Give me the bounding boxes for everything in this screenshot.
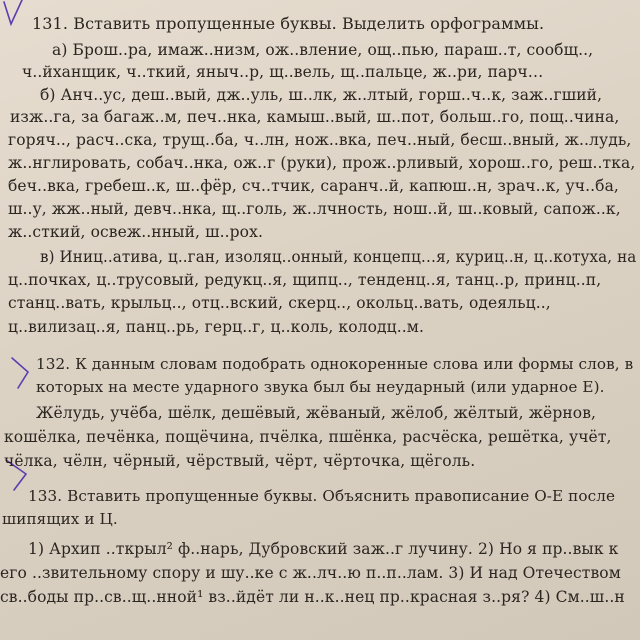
exercise-131-line: ж..сткий, освеж..нный, ш..рох.	[8, 223, 263, 241]
exercise-133-line: шипящих и Ц.	[2, 510, 118, 528]
exercise-132-heading: 132. К данным словам подобрать однокоренные слова или формы слов, в	[36, 355, 634, 373]
exercise-133-line: св..боды пр..св..щ..нной¹ вз..йдёт ли н..к..нец пр..красная з..ря? 4) См..ш..н	[0, 588, 625, 606]
exercise-131-line: ж..нглировать, собач..нка, ож..г (руки), прож..рливый, хорош..го, реш..тка,	[8, 154, 636, 172]
exercise-131-line: беч..вка, гребеш..к, ш..фёр, сч..тчик, саранч..й, капюш..н, зрач..к, уч..ба,	[8, 177, 619, 195]
exercise-131-line: ч..йханщик, ч..ткий, яныч..р, щ..вель, щ..пальце, ж..ри, парч…	[22, 63, 544, 81]
exercise-131-line: ц..почках, ц..трусовый, редукц..я, щипц.., тенденц..я, танц..р, принц..п,	[8, 271, 602, 289]
exercise-131-line: б) Анч..ус, деш..вый, дж..уль, ш..лк, ж..лтый, горш..ч..к, заж..гший,	[40, 86, 603, 104]
exercise-132-line: Жёлудь, учёба, шёлк, дешёвый, жёваный, жёлоб, жёлтый, жёрнов,	[36, 404, 597, 422]
exercise-132-line: которых на месте ударного звука был бы неударный (или ударное Е).	[36, 378, 605, 396]
exercise-131-line: ц..вилизац..я, панц..рь, герц..г, ц..коль, колодц..м.	[8, 318, 424, 336]
exercise-131-line: изж..га, за багаж..м, печ..нка, камыш..вый, ш..пот, больш..го, пощ..чина,	[10, 108, 620, 126]
exercise-133-heading: 133. Вставить пропущенные буквы. Объяснить правописание О-Е после	[28, 487, 616, 505]
exercise-133-line: его ..звительному спору и шу..ке с ж..лч..ю п..п..лам. 3) И над Отечеством	[0, 564, 621, 582]
pen-check-mark-131	[0, 0, 30, 34]
exercise-131-line: ш..у, жж..ный, девч..нка, щ..голь, ж..лчность, нош..й, ш..ковый, сапож..к,	[8, 200, 621, 218]
exercise-131-line: станц..вать, крыльц.., отц..вский, скерц.., окольц..вать, одеяльц..,	[8, 294, 551, 312]
exercise-131-line: горяч.., расч..ска, трущ..ба, ч..лн, нож..вка, печ..ный, бесш..вный, ж..лудь,	[8, 131, 632, 149]
exercise-132-line: кошёлка, печёнка, пощёчина, пчёлка, пшёнка, расчёска, решётка, учёт,	[4, 428, 612, 446]
exercise-131-heading: 131. Вставить пропущенные буквы. Выделить орфограммы.	[32, 14, 545, 33]
exercise-132-line: чёлка, чёлн, чёрный, чёрствый, чёрт, чёрточка, щёголь.	[4, 452, 476, 470]
exercise-131-line: в) Иниц..атива, ц..ган, изоляц..онный, концепц…я, куриц..н, ц..котуха, на	[40, 248, 637, 266]
exercise-131-line: а) Брош..ра, имаж..низм, ож..вление, ощ..пью, параш..т, сообщ..,	[52, 41, 594, 59]
exercise-133-line: 1) Архип ..ткрыл² ф..нарь, Дубровский заж..г лучину. 2) Но я пр..вык к	[28, 540, 619, 558]
